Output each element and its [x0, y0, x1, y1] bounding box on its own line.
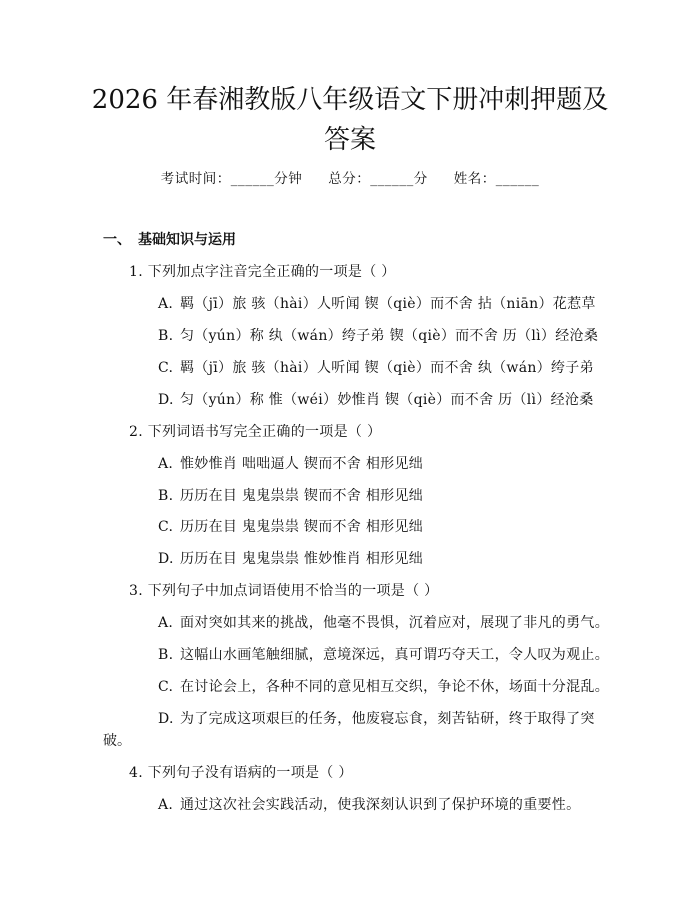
option [158, 485, 423, 505]
exam-score: 总分：______分 [328, 171, 428, 187]
option-continuation: 破。 [103, 733, 131, 749]
question-stem: 2. 下列词语书写完全正确的一项是（ ） [129, 424, 382, 440]
option [158, 676, 609, 696]
option [158, 644, 609, 664]
option-text: 在讨论会上，各种不同的意见相互交织，争论不休，场面十分混乱。 [180, 679, 609, 695]
section-heading [103, 229, 236, 249]
option-text: 面对突如其来的挑战，他毫不畏惧，沉着应对，展现了非凡的勇气。 [180, 615, 609, 631]
option [158, 389, 594, 409]
option-text: 为了完成这项艰巨的任务，他废寝忘食，刻苦钻研，终于取得了突 [180, 711, 595, 727]
option-label: D. [158, 711, 174, 727]
option-text: 通过这次社会实践活动，使我深刻认识到了保护环境的重要性。 [180, 797, 581, 813]
option-text: 历历在目 鬼鬼祟祟 锲而不舍 相形见绌 [180, 488, 424, 504]
option-text: 匀（yún）称 惟（wéi）妙惟肖 锲（qiè）而不舍 历（lì）经沧桑 [180, 392, 594, 408]
option-label: B. [158, 647, 174, 663]
option-text: 羁（jī）旅 骇（hài）人听闻 锲（qiè）而不舍 纨（wán）绔子弟 [180, 360, 594, 376]
option-label: B. [158, 328, 174, 344]
title-line-1: 2026 年春湘教版八年级语文下册冲刺押题及 [91, 85, 609, 115]
option-text: 这幅山水画笔触细腻，意境深远，真可谓巧夺天工，令人叹为观止。 [180, 647, 609, 663]
option-text: 历历在目 鬼鬼祟祟 惟妙惟肖 相形见绌 [180, 551, 424, 567]
exam-title [70, 80, 630, 160]
option-label: A. [158, 296, 174, 312]
question-stem: 3. 下列句子中加点词语使用不恰当的一项是（ ） [129, 583, 439, 599]
option-text: 匀（yún）称 纨（wán）绔子弟 锲（qiè）而不舍 历（lì）经沧桑 [180, 328, 599, 344]
option-label: A. [158, 615, 174, 631]
option-label: C. [158, 679, 174, 695]
title-line-2: 答案 [323, 125, 376, 155]
option [158, 516, 423, 536]
option-label: A. [158, 797, 174, 813]
option [158, 794, 580, 814]
question-stem: 4. 下列句子没有语病的一项是（ ） [129, 765, 353, 781]
option-label: A. [158, 456, 174, 472]
option [158, 357, 594, 377]
student-name: 姓名：______ [453, 171, 540, 187]
option-text: 惟妙惟肖 咄咄逼人 锲而不舍 相形见绌 [180, 456, 424, 472]
option [158, 325, 598, 345]
option-label: D. [158, 551, 174, 567]
option [158, 453, 423, 473]
exam-meta [0, 167, 700, 187]
option-text: 羁（jī）旅 骇（hài）人听闻 锲（qiè）而不舍 拈（niān）花惹草 [180, 296, 596, 312]
option-text: 历历在目 鬼鬼祟祟 锲而不舍 相形见绌 [180, 519, 424, 535]
section-title: 基础知识与运用 [138, 232, 236, 248]
option-label: B. [158, 488, 174, 504]
option-label: C. [158, 519, 174, 535]
option [158, 548, 423, 568]
option [158, 708, 595, 728]
option [158, 612, 609, 632]
section-number: 一、 [103, 232, 131, 248]
option-label: C. [158, 360, 174, 376]
option [158, 293, 596, 313]
option-label: D. [158, 392, 174, 408]
exam-time: 考试时间：______分钟 [160, 171, 303, 187]
question-stem: 1. 下列加点字注音完全正确的一项是（ ） [129, 264, 396, 280]
